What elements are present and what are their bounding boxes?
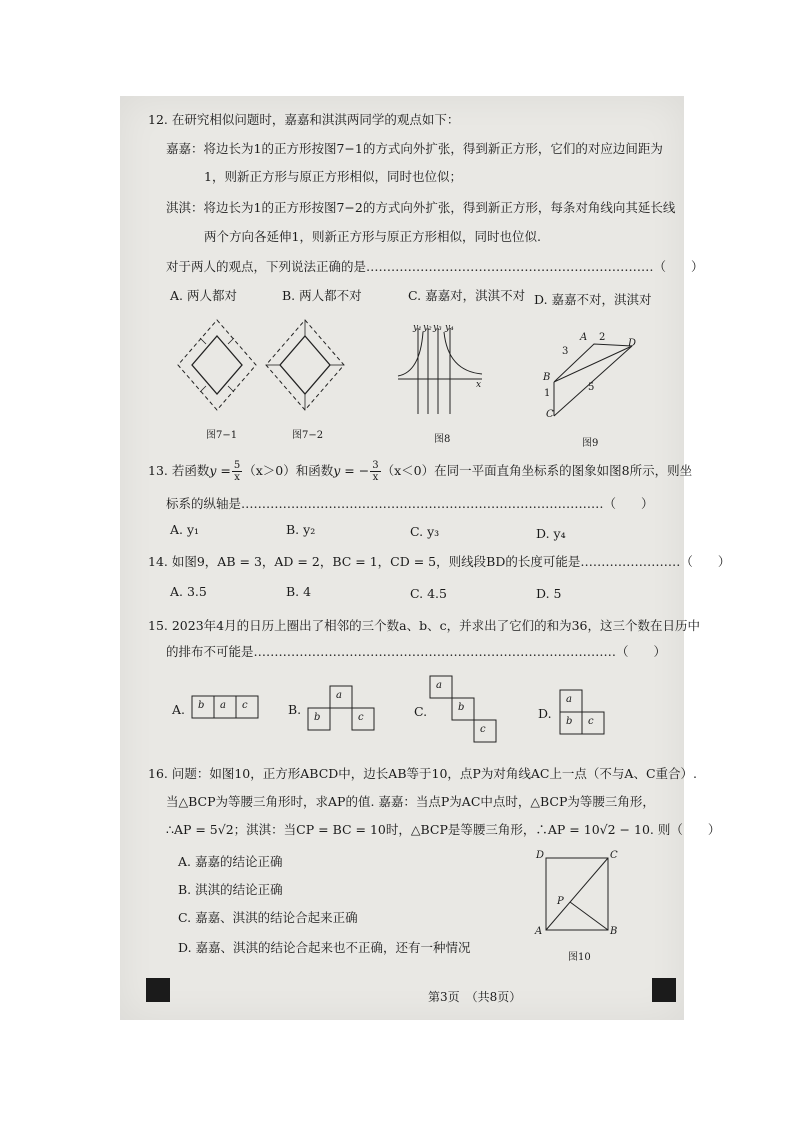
q13-option-c: C. y₃ — [410, 524, 440, 539]
q16-option-b: B. 淇淇的结论正确 — [178, 882, 283, 897]
figure-10-caption: 图10 — [568, 952, 591, 963]
q12-option-b: B. 两人都不对 — [282, 288, 362, 303]
q15-line2: 的排布不可能是……………………………………………………………………………（ ） — [166, 644, 667, 659]
q15-d-cell-b: b — [566, 716, 573, 727]
q15-b-cell-b: b — [314, 712, 321, 723]
q15-a-cell-a: a — [220, 700, 226, 711]
q12-option-d: D. 嘉嘉不对，淇淇对 — [534, 292, 652, 307]
fig8-label-y4: y₄ — [445, 323, 454, 333]
fig9-label-2: 2 — [599, 332, 606, 343]
fig10-label-p: P — [557, 896, 564, 907]
fig10-label-c: C — [610, 850, 618, 861]
q16-line1: 16. 问题：如图10，正方形ABCD中，边长AB等于10，点P为对角线AC上一点（不与A、C重合）. — [148, 766, 697, 781]
q15-option-d-label: D. — [538, 706, 552, 721]
figure-7-1-caption: 图7−1 — [206, 430, 238, 441]
q14-option-c: C. 4.5 — [410, 586, 447, 601]
fig9-label-1: 1 — [544, 388, 551, 399]
figure-9 — [540, 332, 640, 424]
q15-b-cell-a: a — [336, 690, 342, 701]
q15-d-cell-a: a — [566, 694, 572, 705]
q15-c-cell-b: b — [458, 702, 465, 713]
q13-option-b: B. y₂ — [286, 522, 316, 537]
q16-line2: 当△BCP为等腰三角形时，求AP的值. 嘉嘉：当点P为AC中点时，△BCP为等腰三角形， — [166, 794, 655, 809]
q14-stem: 14. 如图9，AB = 3，AD = 2，BC = 1，CD = 5，则线段BD的长度可能是……………………（ ） — [148, 554, 731, 569]
fraction-5-over-x: $\frac{5}{x}$ — [233, 460, 241, 483]
fig8-label-y3: y₃ — [433, 323, 442, 333]
q12-qiqi-line1: 淇淇：将边长为1的正方形按图7−2的方式向外扩张，得到新正方形，每条对角线向其延长线 — [166, 200, 676, 215]
q16-option-d: D. 嘉嘉、淇淇的结论合起来也不正确，还有一种情况 — [178, 940, 471, 955]
q15-option-b-label: B. — [288, 702, 302, 717]
fig9-label-c: C — [546, 409, 554, 420]
q13-option-d: D. y₄ — [536, 526, 566, 541]
q16-line3: ∴AP = 5√2；淇淇：当CP = BC = 10时，△BCP是等腰三角形，∴AP = 10√2 − 10. 则（ ） — [166, 822, 721, 837]
q15-c-cell-c: c — [480, 724, 486, 735]
figure-10 — [540, 852, 612, 936]
q14-option-b: B. 4 — [286, 584, 312, 599]
q14-option-a: A. 3.5 — [170, 584, 207, 599]
fig9-label-d: D — [628, 338, 637, 349]
q13-line2: 标系的纵轴是……………………………………………………………………………（ ） — [166, 496, 654, 511]
q12-qiqi-line2: 两个方向各延伸1，则新正方形与原正方形相似，同时也位似. — [204, 229, 541, 244]
q16-option-a: A. 嘉嘉的结论正确 — [178, 854, 283, 869]
q12-option-a: A. 两人都对 — [170, 288, 237, 303]
q12-jiajia-line1: 嘉嘉：将边长为1的正方形按图7−1的方式向外扩张，得到新正方形，它们的对应边间距为 — [166, 141, 663, 156]
fraction-3-over-x: $\frac{3}{x}$ — [372, 460, 379, 483]
q16-option-c: C. 嘉嘉、淇淇的结论合起来正确 — [178, 910, 358, 925]
q13-line1: 13. 若函数y = $\frac{5}{x}$ （x＞0）和函数y = − $\frac{3}{x}$ （x＜0）在同一平面直角坐标系的图象如图8所示，则坐 — [148, 460, 693, 483]
q15-d-cell-c: c — [588, 716, 594, 727]
figure-9-caption: 图9 — [582, 438, 599, 449]
q15-b-cell-c: c — [358, 712, 364, 723]
fig9-label-3: 3 — [562, 346, 569, 357]
fig9-label-a: A — [580, 332, 588, 343]
exam-page — [120, 96, 731, 1020]
registration-mark-left — [146, 978, 170, 1002]
q15-a-cell-b: b — [198, 700, 205, 711]
fig8-label-y1: y₁ — [413, 323, 422, 333]
fig9-label-5: 5 — [588, 382, 595, 393]
fig8-label-x: x — [476, 380, 482, 390]
registration-mark-right — [652, 978, 676, 1002]
q13-option-a: A. y₁ — [170, 522, 200, 537]
figure-7-2-caption: 图7−2 — [292, 430, 324, 441]
q15-option-a-label: A. — [172, 702, 186, 717]
q12-stem: 12. 在研究相似问题时，嘉嘉和淇淇两同学的观点如下： — [148, 112, 460, 127]
fig9-label-b: B — [543, 372, 551, 383]
q15-a-cell-c: c — [242, 700, 248, 711]
q12-question: 对于两人的观点，下列说法正确的是……………………………………………………………（ ） — [166, 259, 704, 274]
fig8-label-y2: y₂ — [423, 323, 432, 333]
q12-option-c: C. 嘉嘉对，淇淇不对 — [408, 288, 526, 303]
fig10-label-b: B — [610, 926, 618, 937]
figure-8-caption: 图8 — [434, 434, 451, 445]
fig10-label-a: A — [535, 926, 543, 937]
figure-7-1 — [176, 318, 258, 412]
q15-c-cell-a: a — [436, 680, 442, 691]
fig10-label-d: D — [536, 850, 545, 861]
q15-option-c-label: C. — [414, 704, 428, 719]
q15-line1: 15. 2023年4月的日历上圈出了相邻的三个数a、b、c，并求出了它们的和为36，这三个数在日历中 — [148, 618, 700, 633]
page-number: 第3页 （共8页） — [428, 990, 522, 1004]
figure-8 — [396, 322, 490, 416]
q14-option-d: D. 5 — [536, 586, 562, 601]
figure-7-2 — [264, 318, 346, 412]
q12-jiajia-line2: 1，则新正方形与原正方形相似，同时也位似； — [204, 169, 462, 184]
